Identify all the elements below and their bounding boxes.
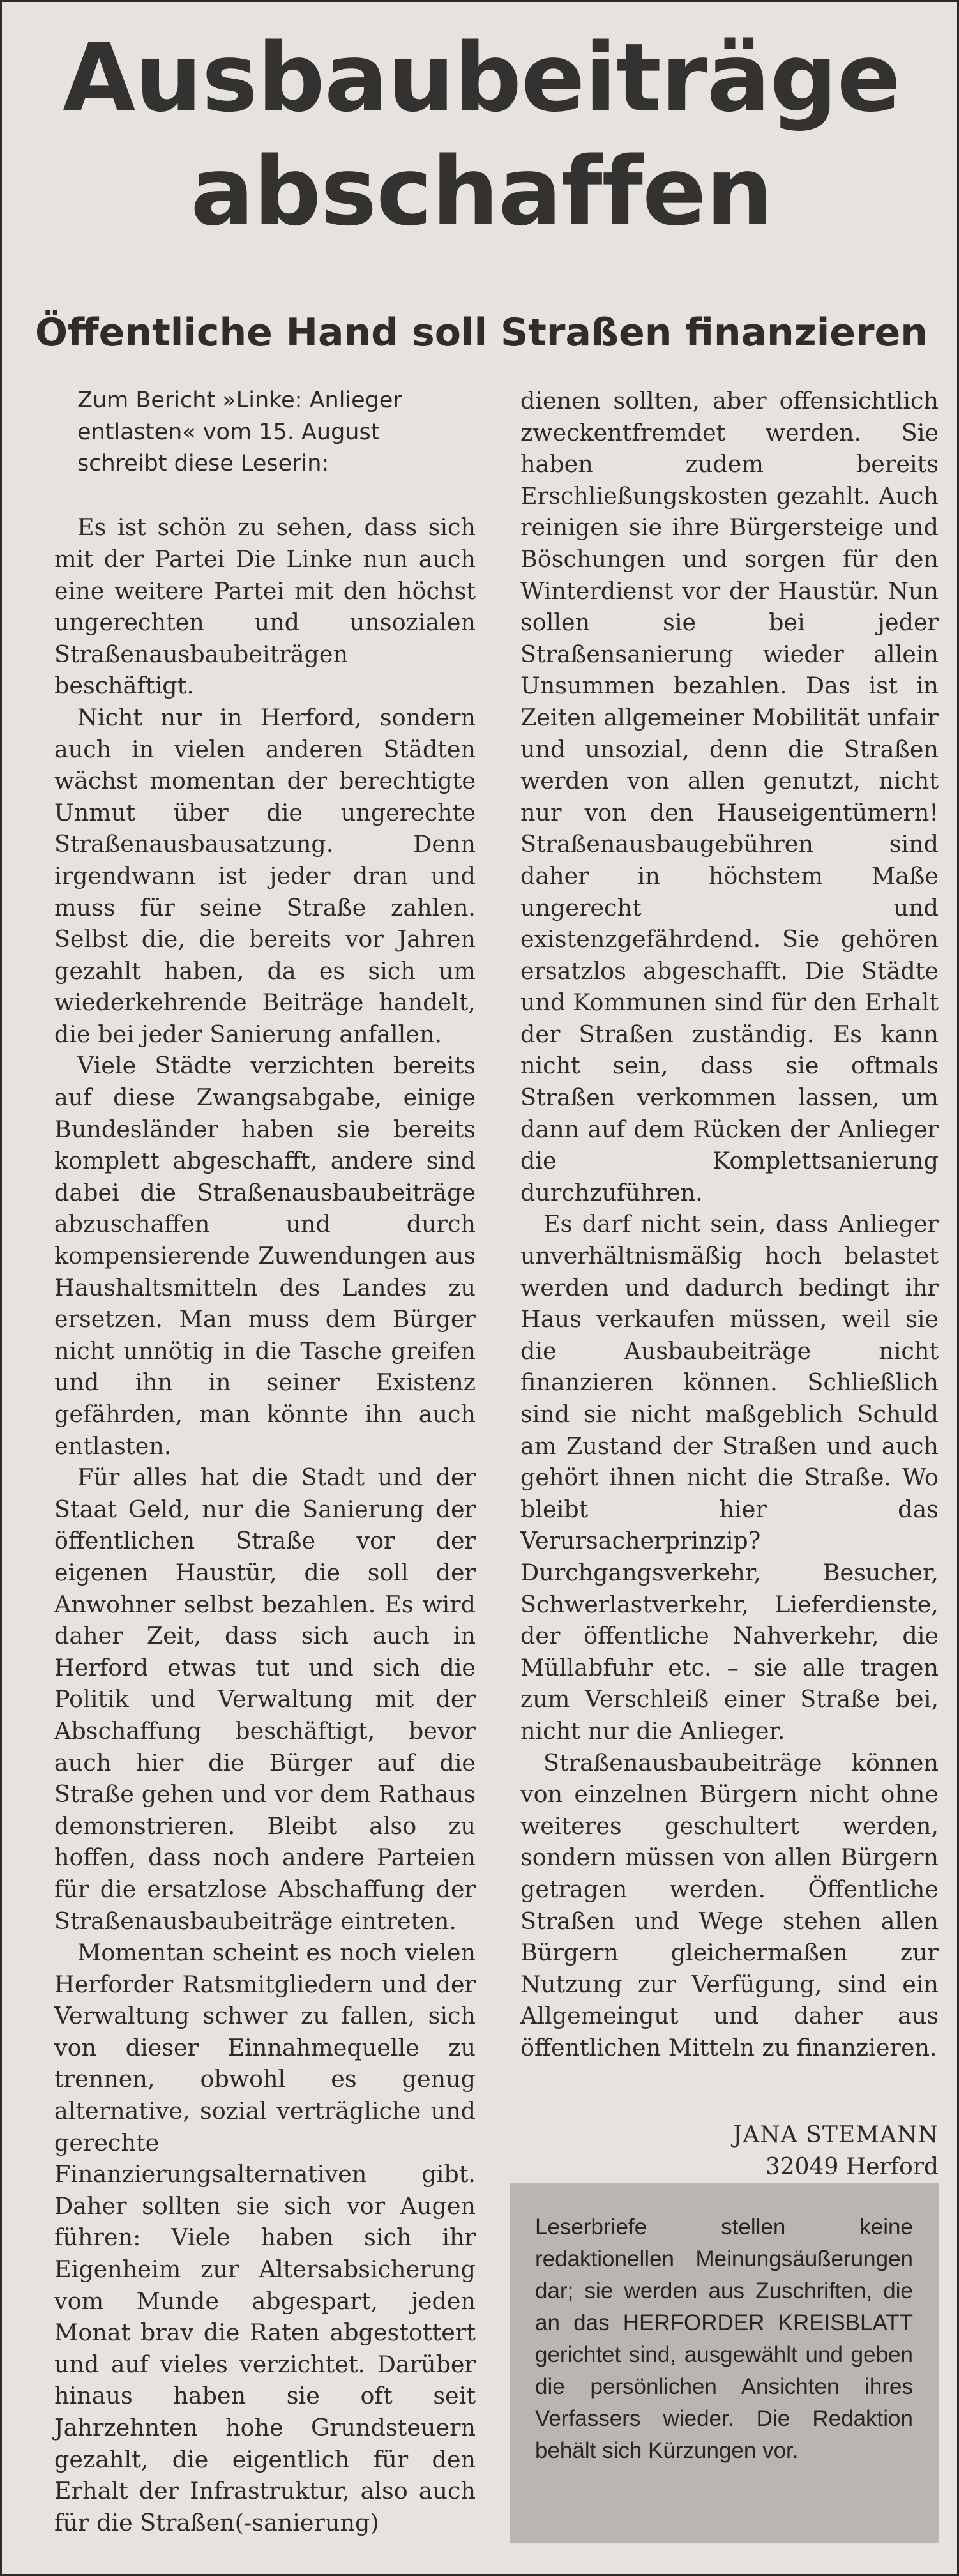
- intro-text: Zum Bericht »Linke: Anlieger entlasten« vom 15. August schreibt diese Leserin:: [77, 388, 402, 477]
- paragraph-2: Nicht nur in Herford, sondern auch in vielen anderen Städten wächst momentan der berechtigte Unmut über die ungerechte Straßenausbausatzung. Denn irgendwann ist jeder dran und muss für seine Straße zahlen. Selbst die, die bereits vor Jahren gezahlt haben, da es sich um wiederkehrende Beiträge handelt, die bei jeder Sanierung anfallen.: [54, 703, 476, 1048]
- author-location: 32049 Herford: [765, 2154, 939, 2181]
- editorial-notice-box: [510, 2183, 939, 2543]
- paragraph-1: Es ist schön zu sehen, dass sich mit der Partei Die Linke nun auch eine weitere Partei mit den höchst ungerechten und unsozialen Straßenausbaubeiträgen beschäftigt.: [54, 513, 476, 700]
- right-column: [520, 385, 939, 2183]
- paragraph-4: Für alles hat die Stadt und der Staat Geld, nur die Sanierung der öffentlichen Straße vor der eigenen Haustür, die soll der Anwohner selbst bezahlen. Es wird daher Zeit, dass sich auch in Herford etwas tut und sich die Politik und Verwaltung mit der Abschaffung beschäftigt, bevor auch hier die Bürger auf die Straße gehen und vor dem Rathaus demonstrieren. Bleibt also zu hoffen, dass noch andere Parteien für die ersatzlose Abschaffung der Straßenausbaubeiträge eintreten.: [54, 1464, 476, 1935]
- signature: [520, 2119, 939, 2183]
- author-name: JANA STEMANN: [732, 2122, 939, 2149]
- left-column: [54, 385, 476, 2538]
- paragraph-6: Es darf nicht sein, dass Anlieger unverhältnismäßig hoch belastet werden und dadurch bedingt ihr Haus verkaufen müssen, weil sie die Ausbaubeiträge nicht finanzieren können. Schließlich sind sie nicht maßgeblich Schuld am Zustand der Straßen und auch gehört ihnen nicht die Straße. Wo bleibt hier das Verursacherprinzip? Durchgangsverkehr, Besucher, Schwerlastverkehr, Lieferdienste, der öffentliche Nahverkehr, die Müllabfuhr etc. – sie alle tragen zum Verschleiß einer Straße bei, nicht nur die Anlieger.: [520, 1210, 939, 1745]
- editorial-notice-text: Leserbriefe stellen keine redaktionellen Meinungsäußerungen dar; sie werden aus Zuschriften, die an das HERFORDER KREISBLATT gerichtet sind, ausgewählt und geben die persönlichen Ansichten ihres Verfassers wieder. Die Redaktion behält sich Kürzungen vor.: [535, 2215, 913, 2463]
- paragraph-7: Straßenausbaubeiträge können von einzelnen Bürgern nicht ohne weiteres geschultert werden, sondern müssen von allen Bürgern getragen werden. Öffentliche Straßen und Wege stehen allen Bürgern gleichermaßen zur Nutzung zur Verfügung, sind ein Allgemeingut und daher aus öffentlichen Mitteln zu finanzieren.: [520, 1748, 939, 2061]
- headline-line-2: abschaffen: [190, 137, 773, 246]
- paragraph-3: Viele Städte verzichten bereits auf diese Zwangsabgabe, einige Bundesländer haben sie bereits komplett abgeschafft, andere sind dabei die Straßenausbaubeiträge abzuschaffen und durch kompensierende Zuwendungen aus Haushaltsmitteln des Landes zu ersetzen. Man muss dem Bürger nicht unnötig in die Tasche greifen und ihn in seiner Existenz gefährden, man könnte ihn auch entlasten.: [54, 1052, 476, 1460]
- headline: [2, 21, 959, 248]
- paragraph-5-start: Momentan scheint es noch vielen Herforder Ratsmitgliedern und der Verwaltung schwer zu fallen, sich von dieser Einnahmequelle zu trennen, obwohl es genug alternative, sozial verträgliche und gerechte Finanzierungsalternativen gibt. Daher sollten sie sich vor Augen führen: Viele haben sich ihr Eigenheim zur Altersabsicherung vom Munde abgespart, jeden Monat brav die Raten abgestottert und auf vieles verzichtet. Darüber hinaus haben sie oft seit Jahrzehnten hohe Grundsteuern gezahlt, die eigentlich für den Erhalt der Infrastruktur, also auch für die Straßen(-sanierung): [54, 1939, 476, 2536]
- headline-line-1: Ausbaubeiträge: [62, 23, 901, 133]
- paragraph-5-continued: dienen sollten, aber offensichtlich zweckentfremdet werden. Sie haben zudem bereits Erschließungskosten gezahlt. Auch reinigen sie ihre Bürgersteige und Böschungen und sorgen für den Winterdienst vor der Haustür. Nun sollen sie bei jeder Straßensanierung wieder allein Unsummen bezahlen. Das ist in Zeiten allgemeiner Mobilität unfair und unsozial, denn die Straßen werden von allen genutzt, nicht nur von den Hauseigentümern! Straßenausbaugebühren sind daher in höchstem Maße ungerecht und existenzgefährdend. Sie gehören ersatzlos abgeschafft. Die Städte und Kommunen sind für den Erhalt der Straßen zuständig. Es kann nicht sein, dass sie oftmals Straßen verkommen lassen, um dann auf dem Rücken der Anlieger die Komplettsanierung durchzuführen.: [520, 387, 939, 1206]
- subheadline: Öffentliche Hand soll Straßen finanzieren: [35, 310, 928, 355]
